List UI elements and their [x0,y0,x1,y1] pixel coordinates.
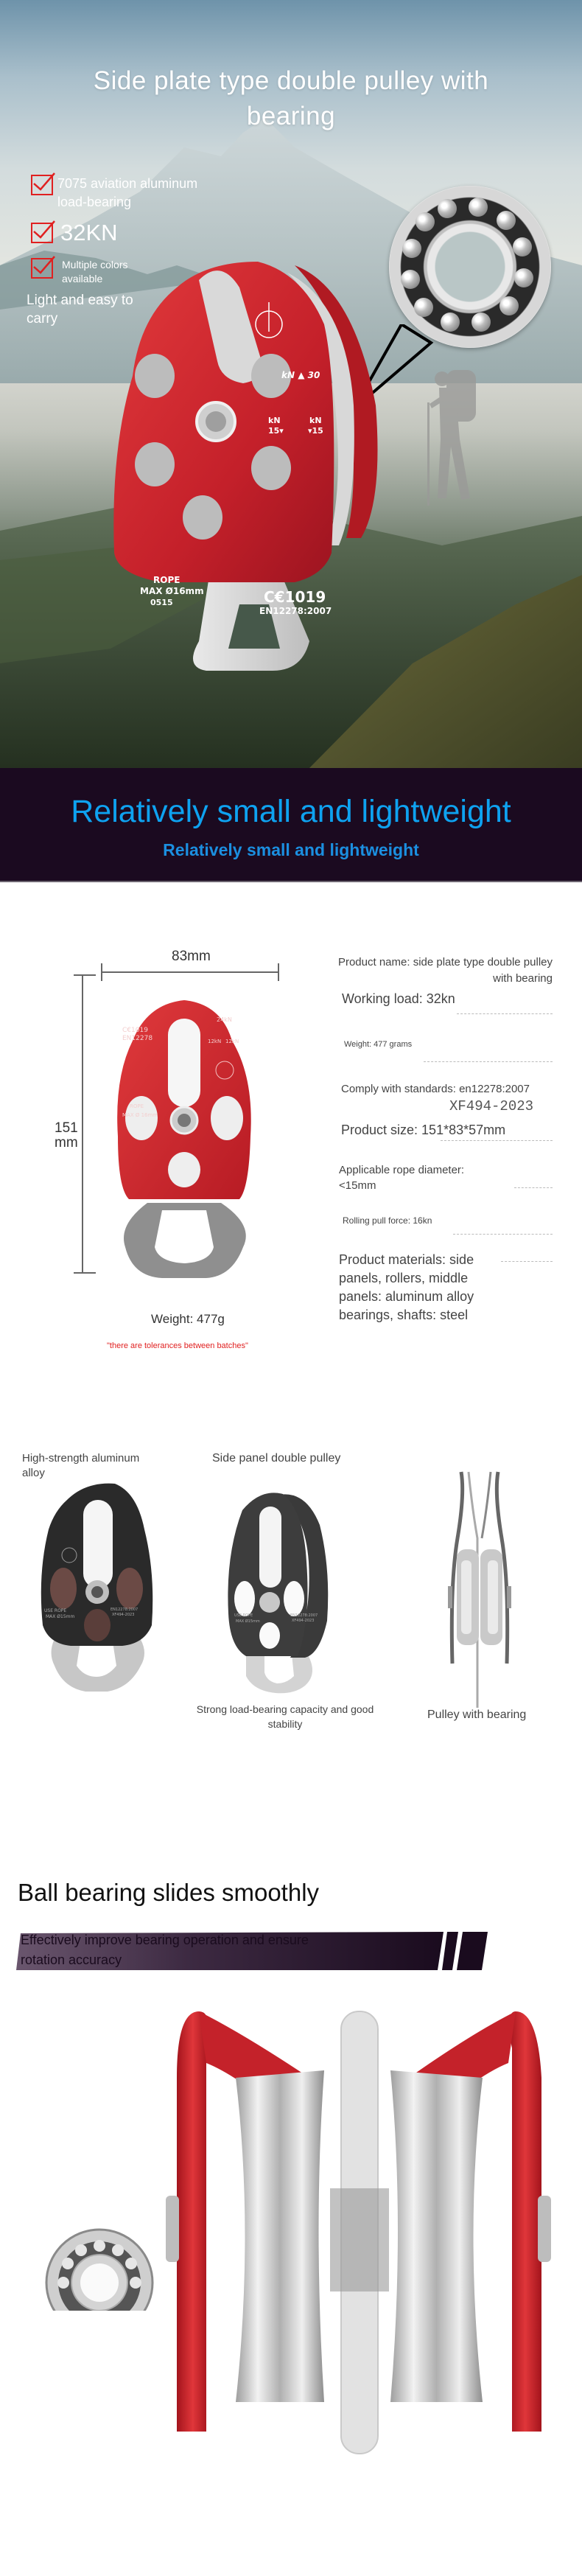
caption-strong-load-line2: stability [267,1718,303,1730]
specifications-section [0,882,582,1442]
divider [424,1061,553,1062]
caption-high-strength-line2: alloy [22,1467,45,1479]
diagram-load-top: 24kN [217,1016,232,1023]
feature-light-line1: Light and easy to [27,293,133,308]
black-pulley-std2-marking: XF494-2023 [112,1613,135,1617]
ball-bearing-small-image [44,2224,155,2312]
feature-colors-line2: available [62,273,103,285]
ball-bearing-title: Ball bearing slides smoothly [18,1879,320,1906]
spec-materials-line4: bearings, shafts: steel [339,1308,469,1322]
spec-rope-diameter-line2: <15mm [339,1179,376,1192]
diagram-standard: EN12278 [122,1035,153,1042]
caption-side-panel: Side panel double pulley [212,1452,341,1465]
spec-materials-line1: Product materials: side [339,1252,474,1267]
black-pulley-front-image [34,1478,159,1699]
pulley-load-right-unit: kN [309,416,322,425]
caption-strong-load [181,1702,389,1731]
spec-working-load: Working load: 32kn [342,991,455,1006]
pulley-load-right-value: ▾15 [308,426,323,436]
width-dimension-label: 83mm [172,949,211,964]
caption-high-strength [22,1451,139,1481]
bearing-closeup-image [389,186,551,348]
diagram-load-left: 12kN [208,1039,222,1044]
spec-materials [339,1251,474,1324]
ball-bearing-section [0,1796,582,2576]
black-pulley-angled-image [224,1481,334,1694]
feature-32kn-label: 32KN [60,220,118,245]
feature-aluminum-line2: load-bearing [57,195,132,209]
diagram-load-right: 12kN [225,1039,239,1044]
spec-standards-extra: XF494-2023 [449,1098,534,1114]
product-views-section [0,1442,582,1796]
spec-rolling-force: Rolling pull force: 16kn [343,1215,432,1226]
ball-bearing-description-line2: rotation accuracy [21,1952,122,1967]
pulley-sheave-closeup-image [155,1989,567,2491]
checkbox-checked-icon [31,258,53,279]
divider [441,1140,553,1141]
spec-materials-line3: panels: aluminum alloy [339,1289,474,1304]
red-pulley-product-image [111,258,413,700]
pulley-load-top: kN ▲ 30 [281,370,320,380]
caption-strong-load-line1: Strong load-bearing capacity and good [196,1703,374,1715]
diagram-rope-max: MAX Ø 16mm [122,1112,158,1118]
spec-product-name-line2: with bearing [493,972,553,985]
divider [514,1187,553,1188]
tolerance-note: "there are tolerances between batches" [107,1341,248,1350]
angled-pulley-max-marking: MAX Ø15mm [236,1619,260,1624]
spec-rope-diameter [339,1162,464,1193]
hiker-silhouette-illustration [426,366,492,513]
spec-product-name [338,954,553,987]
ball-bearing-description [21,1930,309,1970]
height-dimension-label [55,1121,78,1151]
feature-aluminum [31,175,197,212]
feature-aluminum-line1: 7075 aviation aluminum [57,176,198,191]
height-dimension-value: 151 [55,1120,78,1136]
black-pulley-max-marking: MAX Ø15mm [46,1614,75,1619]
caption-pulley-with-bearing: Pulley with bearing [427,1708,527,1721]
hero-title-line1: Side plate type double pulley with [93,66,489,95]
ball-bearing-description-line1: Effectively improve bearing operation and ensure [21,1933,309,1947]
checkbox-checked-icon [31,223,53,243]
banner-title: Relatively small and lightweight [71,794,511,829]
divider [453,1234,553,1235]
pulley-load-left-unit: kN [268,416,281,425]
spec-rope-diameter-line1: Applicable rope diameter: [339,1164,465,1176]
hero-title-line2: bearing [246,102,336,130]
spec-standards: Comply with standards: en12278:2007 [341,1083,530,1095]
feature-light-line2: carry [27,311,58,327]
spec-product-name-line1: Product name: side plate type double pulley [337,956,553,968]
lightweight-banner [0,768,582,882]
height-dimension-unit: mm [55,1135,78,1151]
banner-subtitle: Relatively small and lightweight [163,840,419,859]
diagram-rope: ROPE [130,1103,144,1109]
spec-materials-line2: panels, rollers, middle [339,1271,469,1285]
pulley-load-left-value: 15▾ [268,426,284,436]
hero-section [0,0,582,768]
pulley-code: 0515 [150,598,173,607]
pulley-rope-label: ROPE [153,575,180,585]
angled-pulley-std1-marking: EN12278:2007 [290,1613,318,1618]
pulley-rope-max: MAX Ø16mm [140,586,204,596]
checkbox-checked-icon [31,175,53,195]
pulley-side-view-image [439,1465,520,1715]
spec-weight: Weight: 477 grams [344,1040,413,1049]
feature-colors-line1: Multiple colors [62,259,128,270]
pulley-standard: EN12278:2007 [259,606,332,616]
caption-high-strength-line1: High-strength aluminum [22,1452,140,1465]
black-pulley-std1-marking: EN12278:2007 [111,1608,139,1612]
black-pulley-rope-marking: USE ROPE [44,1608,67,1613]
divider [501,1261,553,1262]
diagram-ce-mark: C€1019 [122,1027,148,1034]
divider [457,1013,553,1014]
angled-pulley-rope-marking: USE ROPE [234,1613,253,1618]
angled-pulley-std2-marking: XF494-2023 [292,1619,315,1623]
feature-32kn [31,220,118,246]
pulley-ce-mark: C€1019 [264,588,326,606]
weight-caption: Weight: 477g [151,1312,225,1326]
hero-title [0,63,582,134]
spec-size: Product size: 151*83*57mm [341,1123,506,1137]
